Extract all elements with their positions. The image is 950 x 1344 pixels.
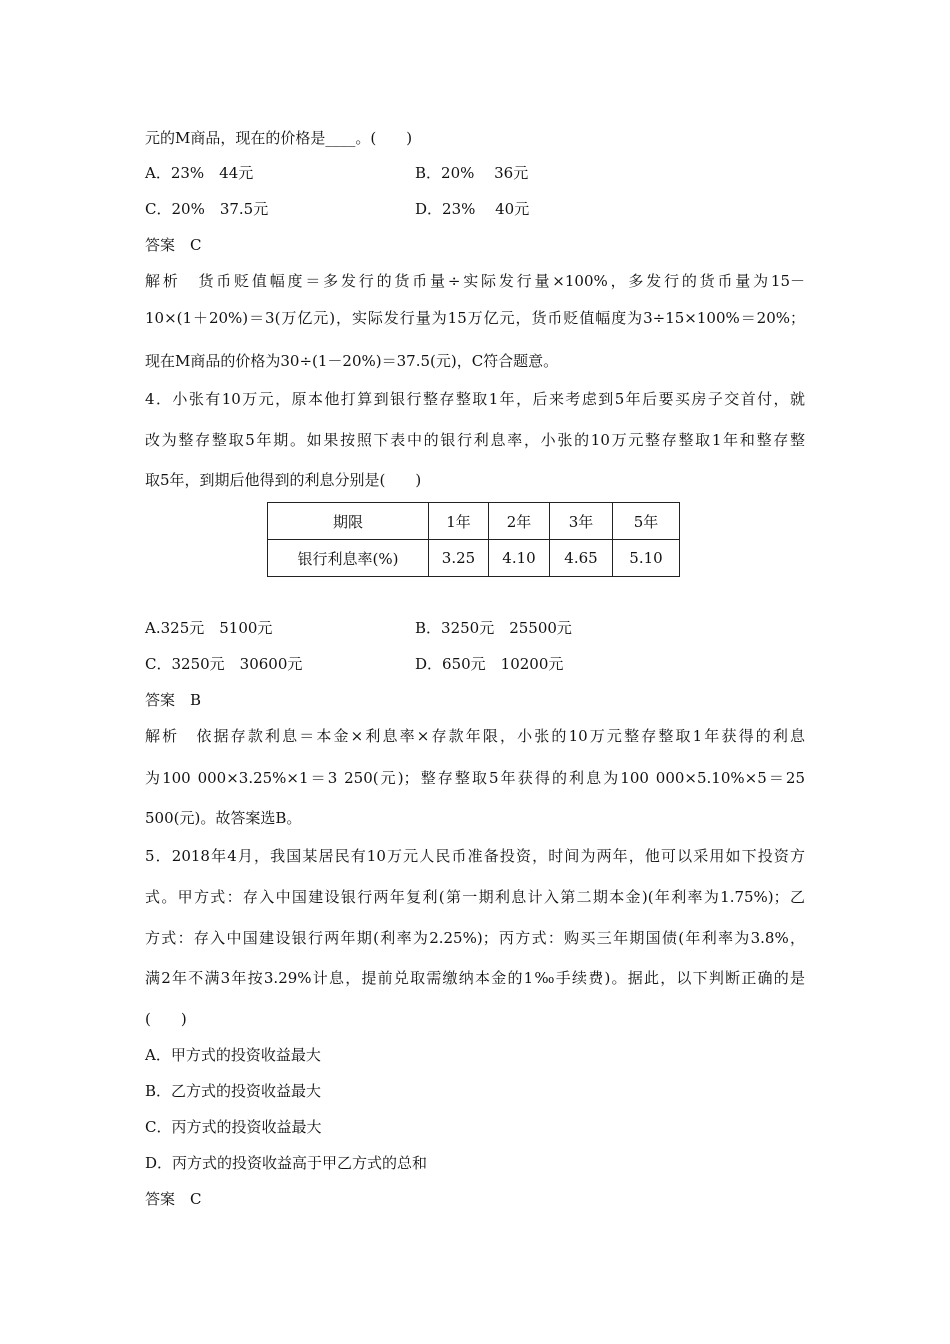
- q5-stem-line-4: 满2年不满3年按3.29%计息，提前兑取需缴纳本金的1‰手续费)。据此，以下判断正确的是: [145, 969, 805, 987]
- q3-option-b: B．20% 36元: [415, 164, 529, 182]
- q4-option-d: D．650元 10200元: [415, 655, 564, 673]
- table-cell: 5.10: [613, 540, 680, 577]
- table-row: [268, 503, 680, 540]
- q4-answer: 答案 B: [145, 691, 202, 709]
- q3-option-c: C．20% 37.5元: [145, 200, 269, 218]
- q5-answer: 答案 C: [145, 1190, 202, 1208]
- q3-analysis-line-3: 现在M商品的价格为30÷(1－20%)＝37.5(元)，C符合题意。: [145, 352, 559, 370]
- q4-stem-line-1: 4．小张有10万元，原本他打算到银行整存整取1年，后来考虑到5年后要买房子交首付，就: [145, 390, 805, 408]
- table-cell: 4.10: [489, 540, 550, 577]
- table-header-cell: 1年: [429, 503, 489, 540]
- q4-analysis-line-2: 为100 000×3.25%×1＝3 250(元)；整存整取5年获得的利息为100 000×5.10%×5＝25: [145, 769, 805, 787]
- q4-option-a: A.325元 5100元: [145, 619, 273, 637]
- table-header-cell: 期限: [268, 503, 429, 540]
- q5-stem-line-3: 方式：存入中国建设银行两年期(利率为2.25%)；丙方式：购买三年期国债(年利率为3.8%，: [145, 929, 805, 947]
- table-cell: 4.65: [550, 540, 613, 577]
- table-header-cell: 3年: [550, 503, 613, 540]
- q5-option-b: B．乙方式的投资收益最大: [145, 1082, 322, 1100]
- table-cell: 3.25: [429, 540, 489, 577]
- q5-option-d: D．丙方式的投资收益高于甲乙方式的总和: [145, 1154, 428, 1172]
- q5-stem-line-2: 式。甲方式：存入中国建设银行两年复利(第一期利息计入第二期本金)(年利率为1.75%)；乙: [145, 888, 805, 906]
- q5-stem-line-1: 5．2018年4月，我国某居民有10万元人民币准备投资，时间为两年，他可以采用如下投资方: [145, 847, 805, 865]
- q5-stem-line-5: ( ): [145, 1010, 187, 1028]
- q3-analysis-line-1: 解析 货币贬值幅度＝多发行的货币量÷实际发行量×100%，多发行的货币量为15－: [145, 272, 805, 290]
- q3-answer: 答案 C: [145, 236, 202, 254]
- table-cell: 银行利息率(%): [268, 540, 429, 577]
- q5-option-a: A．甲方式的投资收益最大: [145, 1046, 321, 1064]
- q4-stem-line-2: 改为整存整取5年期。如果按照下表中的银行利息率，小张的10万元整存整取1年和整存整: [145, 431, 805, 449]
- table-header-cell: 2年: [489, 503, 550, 540]
- q4-option-b: B．3250元 25500元: [415, 619, 572, 637]
- q4-analysis-line-1: 解析 依据存款利息＝本金×利息率×存款年限，小张的10万元整存整取1年获得的利息: [145, 727, 805, 745]
- q3-option-d: D．23% 40元: [415, 200, 530, 218]
- interest-rate-table: [267, 502, 680, 577]
- table-header-cell: 5年: [613, 503, 680, 540]
- q5-option-c: C．丙方式的投资收益最大: [145, 1118, 322, 1136]
- q4-analysis-line-3: 500(元)。故答案选B。: [145, 809, 302, 827]
- q3-analysis-line-2: 10×(1＋20%)＝3(万亿元)，实际发行量为15万亿元，货币贬值幅度为3÷15×100%＝20%；: [145, 309, 805, 327]
- q3-stem-end: 元的M商品，现在的价格是____。( ): [145, 129, 413, 147]
- q4-option-c: C．3250元 30600元: [145, 655, 303, 673]
- q4-stem-line-3: 取5年，到期后他得到的利息分别是( ): [145, 471, 422, 489]
- q3-option-a: A．23% 44元: [145, 164, 254, 182]
- table-row: [268, 540, 680, 577]
